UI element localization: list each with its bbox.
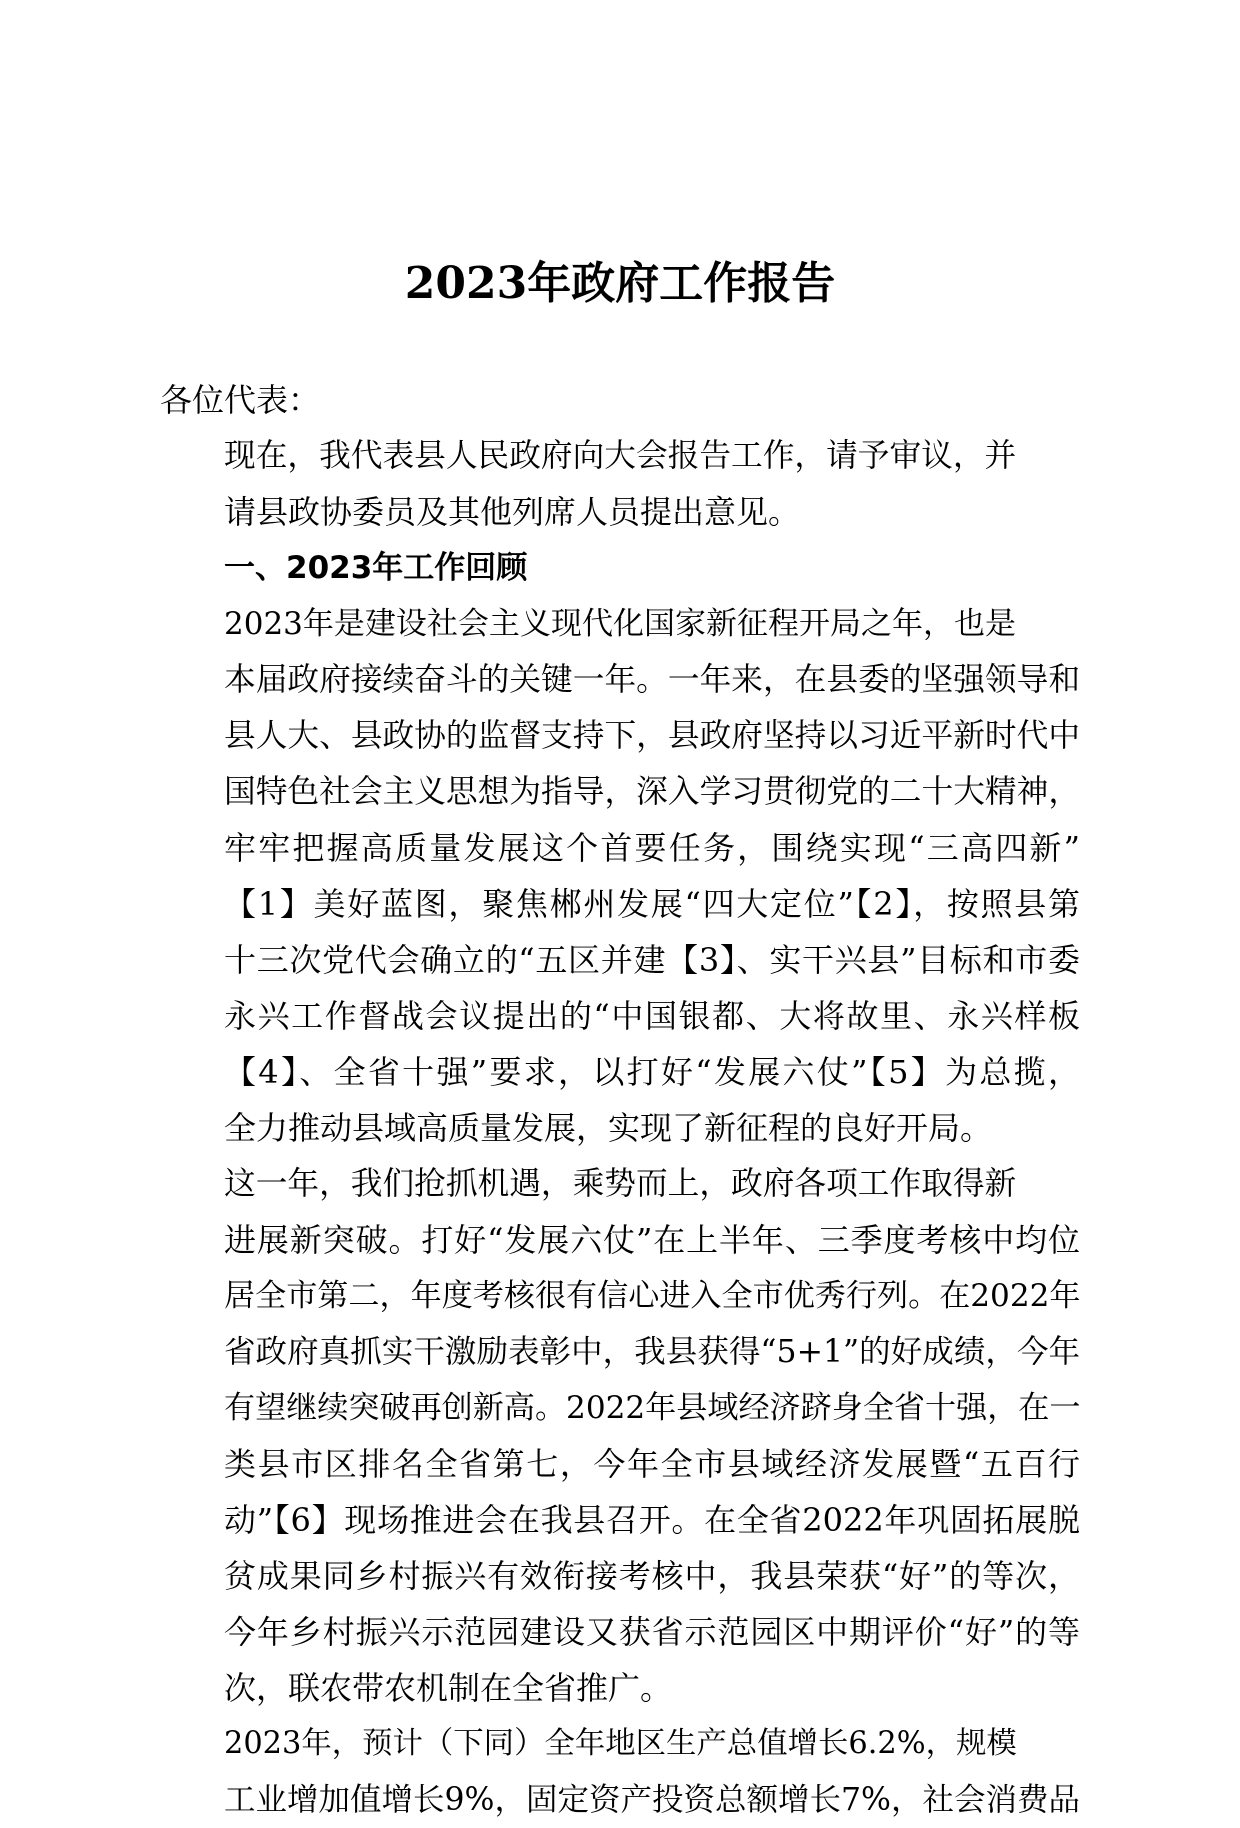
text-line: 牢牢把握高质量发展这个首要任务，围绕实现“三高四新” xyxy=(224,829,1080,867)
text-line: 现在，我代表县人民政府向大会报告工作，请予审议，并 xyxy=(224,438,1017,474)
text-line: 永兴工作督战会议提出的“中国银都、大将故里、永兴样板 xyxy=(224,997,1080,1035)
text-line: 国特色社会主义思想为指导，深入学习贯彻党的二十大精神， xyxy=(224,774,1080,810)
text-line: 进展新突破。打好“发展六仗”在上半年、三季度考核中均位 xyxy=(224,1221,1080,1259)
paragraph-review xyxy=(160,596,1080,1156)
text-line: 次，联农带农机制在全省推广。 xyxy=(224,1669,673,1707)
text-line: 贫成果同乡村振兴有效衔接考核中，我县荣获“好”的等次， xyxy=(224,1557,1080,1595)
document-body xyxy=(160,372,1080,1828)
text-line: 本届政府接续奋斗的关键一年。一年来，在县委的坚强领导和 xyxy=(224,662,1080,698)
text-line: 【1】美好蓝图，聚焦郴州发展“四大定位”【2】，按照县第 xyxy=(224,885,1080,923)
text-line: 2023年是建设社会主义现代化国家新征程开局之年，也是 xyxy=(224,606,1016,642)
paragraph-achievements xyxy=(160,1156,1080,1716)
text-line: 居全市第二，年度考核很有信心进入全市优秀行列。在2022年 xyxy=(224,1278,1081,1314)
text-line: 类县市区排名全省第七，今年全市县域经济发展暨“五百行 xyxy=(224,1445,1080,1483)
text-line: 全力推动县域高质量发展，实现了新征程的良好开局。 xyxy=(224,1109,993,1147)
text-line: 省政府真抓实干激励表彰中，我县获得“5+1”的好成绩，今年 xyxy=(224,1334,1080,1370)
text-line: 有望继续突破再创新高。2022年县域经济跻身全省十强，在一 xyxy=(224,1390,1081,1426)
text-line: 【4】、全省十强”要求，以打好“发展六仗”【5】为总揽， xyxy=(224,1053,1080,1091)
text-line: 动”【6】现场推进会在我县召开。在全省2022年巩固拓展脱 xyxy=(224,1501,1080,1539)
text-line: 2023年，预计（下同）全年地区生产总值增长6.2%，规模 xyxy=(224,1726,1017,1761)
intro-paragraph xyxy=(160,428,1080,540)
paragraph-indicators xyxy=(160,1716,1080,1828)
document-title: 2023年政府工作报告 xyxy=(404,258,836,309)
text-line: 这一年，我们抢抓机遇，乘势而上，政府各项工作取得新 xyxy=(224,1166,1017,1202)
salutation: 各位代表： xyxy=(160,381,321,419)
section-heading: 一、2023年工作回顾 xyxy=(224,550,528,586)
text-line: 请县政协委员及其他列席人员提出意见。 xyxy=(224,493,801,531)
text-line: 十三次党代会确立的“五区并建【3】、实干兴县”目标和市委 xyxy=(224,941,1080,979)
text-line: 县人大、县政协的监督支持下，县政府坚持以习近平新时代中 xyxy=(224,718,1080,754)
text-line: 工业增加值增长9%，固定资产投资总额增长7%，社会消费品 xyxy=(224,1782,1080,1818)
text-line: 今年乡村振兴示范园建设又获省示范园区中期评价“好”的等 xyxy=(224,1613,1080,1651)
